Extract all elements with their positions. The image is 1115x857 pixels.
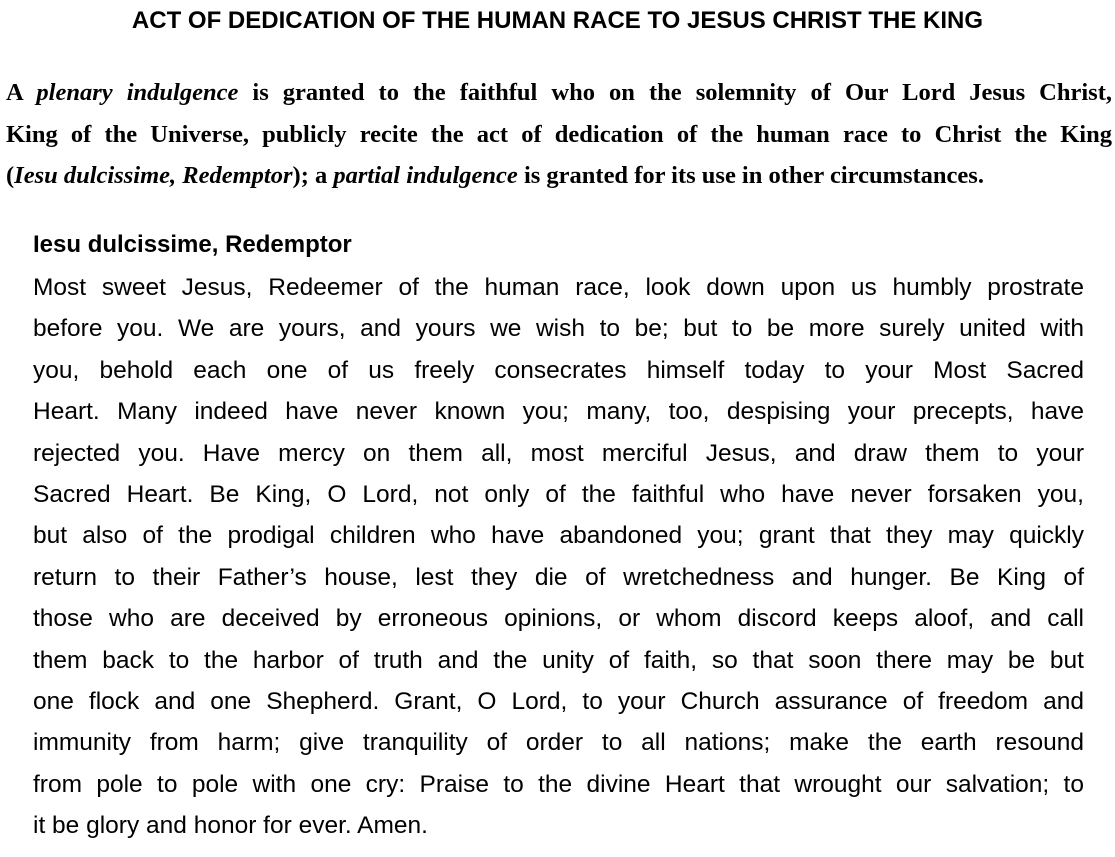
prayer-line: one flock and one Shepherd. Grant, O Lord, to your Church assurance of freedom and (33, 688, 1084, 716)
prayer-line: you, behold each one of us freely consecrates himself today to your Most Sacred (33, 356, 1084, 384)
emphasis-partial-indulgence: partial indulgence (333, 162, 518, 189)
prayer-line: those who are deceived by erroneous opinions, or whom discord keeps aloof, and call (33, 605, 1084, 633)
indulgence-note-line-2: King of the Universe, publicly recite the act of dedication of the human race to Christ the King (6, 120, 1112, 148)
text-segment: is granted for its use in other circumstances. (517, 162, 984, 189)
text-segment: ); a (292, 162, 334, 189)
indulgence-note (6, 72, 1112, 197)
text-segment: A (6, 79, 37, 106)
text-segment: ( (6, 162, 15, 189)
prayer-line: Most sweet Jesus, Redeemer of the human race, look down upon us humbly prostrate (33, 274, 1084, 301)
emphasis-plenary-indulgence: plenary indulgence (36, 79, 239, 106)
prayer-text (33, 267, 1084, 847)
page-title: ACT OF DEDICATION OF THE HUMAN RACE TO JESUS CHRIST THE KING (131, 7, 984, 34)
prayer-line: but also of the prodigal children who have abandoned you; grant that they may quickly (33, 522, 1084, 550)
prayer-line: Heart. Many indeed have never known you; many, too, despising your precepts, have (33, 398, 1084, 426)
prayer-line: from pole to pole with one cry: Praise to the divine Heart that wrought our salvation; to (33, 770, 1084, 798)
prayer-line: rejected you. Have mercy on them all, most merciful Jesus, and draw them to your (33, 439, 1084, 467)
indulgence-note-line-3 (6, 155, 1112, 197)
prayer-line: return to their Father’s house, lest they die of wretchedness and hunger. Be King of (33, 563, 1084, 591)
prayer-line: immunity from harm; give tranquility of order to all nations; make the earth resound (33, 729, 1084, 757)
text-segment: is granted to the faithful who on the solemnity of Our Lord Jesus Christ, (238, 79, 1113, 106)
indulgence-note-line-1 (6, 72, 1112, 114)
emphasis-prayer-name: Iesu dulcissime, Redemptor (14, 162, 293, 189)
prayer-title: Iesu dulcissime, Redemptor (33, 231, 352, 258)
prayer-line: them back to the harbor of truth and the unity of faith, so that soon there may be but (33, 646, 1084, 674)
prayer-line: Sacred Heart. Be King, O Lord, not only of the faithful who have never forsaken you, (33, 481, 1084, 509)
prayer-line: before you. We are yours, and yours we wish to be; but to be more surely united with (33, 315, 1084, 343)
prayer-line: it be glory and honor for ever. Amen. (33, 812, 428, 840)
